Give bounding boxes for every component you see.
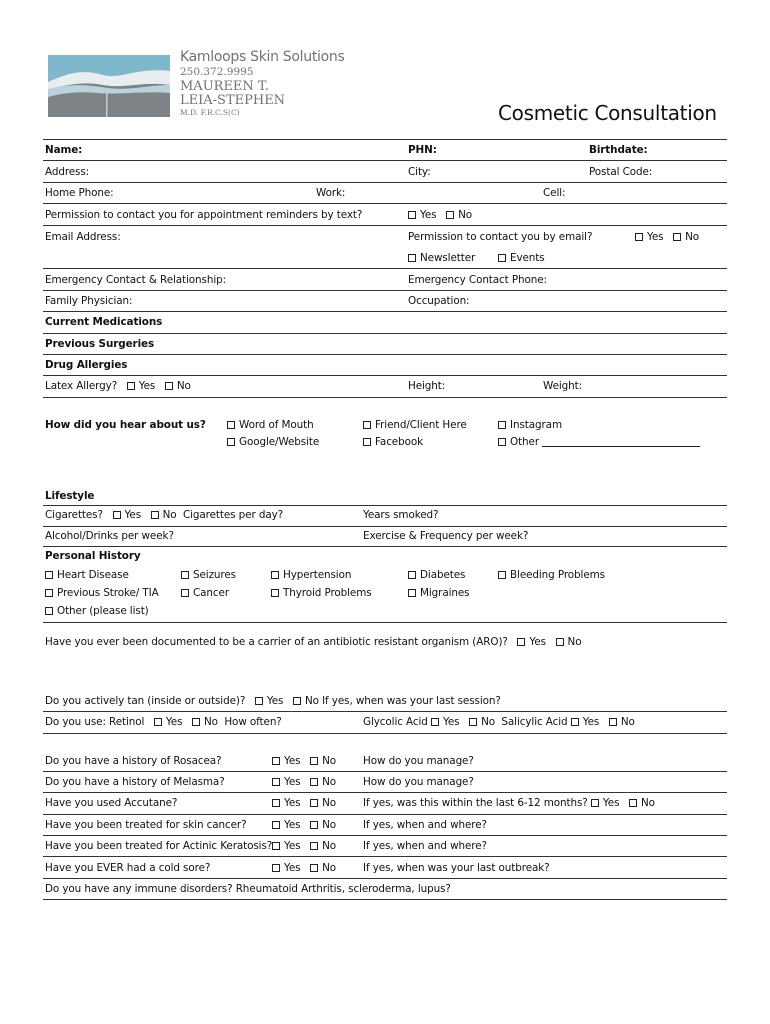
melasma-no-checkbox[interactable]: No	[310, 776, 336, 788]
salicylic-no-checkbox[interactable]: No	[609, 716, 635, 728]
accutane-yes-checkbox[interactable]: Yes	[272, 797, 300, 809]
skin-cancer-options	[272, 819, 336, 831]
accutane-question: Have you used Accutane?	[45, 797, 178, 809]
events-checkbox[interactable]: Events	[498, 252, 545, 264]
hypertension-checkbox[interactable]: Hypertension	[271, 569, 351, 581]
email-no-checkbox[interactable]: No	[673, 231, 699, 243]
melasma-yes-checkbox[interactable]: Yes	[272, 776, 300, 788]
postal-code-label[interactable]: Postal Code:	[589, 166, 653, 178]
divider	[43, 733, 727, 734]
email-address-label[interactable]: Email Address:	[45, 231, 121, 243]
latex-no-checkbox[interactable]: No	[165, 380, 191, 392]
exercise-label[interactable]: Exercise & Frequency per week?	[363, 530, 529, 542]
other-history-checkbox[interactable]: Other (please list)	[45, 605, 149, 617]
tanning-question: Do you actively tan (inside or outside)?	[45, 695, 246, 707]
cold-sore-followup-label[interactable]: If yes, when was your last outbreak?	[363, 862, 550, 874]
referral-question: How did you hear about us?	[45, 419, 206, 431]
accutane-options	[272, 797, 336, 809]
other-referral-checkbox[interactable]: Other	[498, 436, 700, 448]
salicylic-yes-checkbox[interactable]: Yes	[571, 716, 599, 728]
latex-allergy-row	[45, 380, 191, 392]
how-often-label[interactable]: How often?	[224, 716, 282, 728]
rosacea-question: Do you have a history of Rosacea?	[45, 755, 222, 767]
tanning-no-checkbox[interactable]: No	[293, 695, 319, 707]
actinic-yes-checkbox[interactable]: Yes	[272, 840, 300, 852]
emergency-phone-label[interactable]: Emergency Contact Phone:	[408, 274, 547, 286]
doctor-name	[180, 80, 285, 108]
friend-client-checkbox[interactable]: Friend/Client Here	[363, 419, 467, 431]
cold-sore-yes-checkbox[interactable]: Yes	[272, 862, 300, 874]
birthdate-label[interactable]: Birthdate:	[589, 144, 648, 156]
skin-cancer-question: Have you been treated for skin cancer?	[45, 819, 247, 831]
home-phone-label[interactable]: Home Phone:	[45, 187, 114, 199]
personal-history-heading: Personal History	[45, 550, 141, 562]
divider	[43, 856, 727, 857]
instagram-checkbox[interactable]: Instagram	[498, 419, 562, 431]
email-permission-label: Permission to contact you by email?	[408, 231, 593, 243]
diabetes-checkbox[interactable]: Diabetes	[408, 569, 465, 581]
cold-sore-no-checkbox[interactable]: No	[310, 862, 336, 874]
previous-surgeries-label[interactable]: Previous Surgeries	[45, 338, 155, 350]
rosacea-no-checkbox[interactable]: No	[310, 755, 336, 767]
doctor-credentials: M.D. F.R.C.S(C)	[180, 108, 240, 117]
divider	[43, 182, 727, 183]
divider	[43, 333, 727, 334]
divider	[43, 268, 727, 269]
divider	[43, 792, 727, 793]
glycolic-yes-checkbox[interactable]: Yes	[431, 716, 459, 728]
height-label[interactable]: Height:	[408, 380, 446, 392]
divider	[43, 139, 727, 140]
glycolic-no-checkbox[interactable]: No	[469, 716, 495, 728]
emergency-contact-label[interactable]: Emergency Contact & Relationship:	[45, 274, 227, 286]
tanning-row	[45, 695, 501, 707]
heart-disease-checkbox[interactable]: Heart Disease	[45, 569, 129, 581]
accutane-recent-no-checkbox[interactable]: No	[629, 797, 655, 809]
rosacea-yes-checkbox[interactable]: Yes	[272, 755, 300, 767]
address-label[interactable]: Address:	[45, 166, 90, 178]
accutane-no-checkbox[interactable]: No	[310, 797, 336, 809]
divider	[43, 835, 727, 836]
actinic-when-label[interactable]: If yes, when and where?	[363, 840, 487, 852]
rosacea-options	[272, 755, 336, 767]
facebook-checkbox[interactable]: Facebook	[363, 436, 423, 448]
other-referral-input[interactable]	[542, 437, 700, 447]
lifestyle-heading: Lifestyle	[45, 490, 95, 502]
divider	[43, 711, 727, 712]
divider	[43, 546, 727, 547]
accutane-followup-row	[363, 797, 655, 809]
email-yes-checkbox[interactable]: Yes	[635, 231, 663, 243]
email-permission-options	[635, 231, 699, 243]
clinic-phone: 250.372.9995	[180, 66, 254, 78]
divider	[43, 225, 727, 226]
cigarettes-row	[45, 509, 283, 521]
newsletter-checkbox[interactable]: Newsletter	[408, 252, 475, 264]
cigarettes-yes-checkbox[interactable]: Yes	[113, 509, 141, 521]
latex-yes-checkbox[interactable]: Yes	[127, 380, 155, 392]
actinic-question: Have you been treated for Actinic Keratosis?	[45, 840, 273, 852]
doctor-name-line1: MAUREEN T.	[180, 79, 269, 94]
name-label[interactable]: Name:	[45, 144, 83, 156]
acids-row	[363, 716, 635, 728]
actinic-no-checkbox[interactable]: No	[310, 840, 336, 852]
latex-allergy-label: Latex Allergy?	[45, 380, 118, 392]
text-permission-options	[408, 209, 472, 221]
text-permission-label: Permission to contact you for appointment reminders by text?	[45, 209, 363, 221]
cigarettes-per-day-label[interactable]: Cigarettes per day?	[182, 509, 284, 521]
skin-cancer-no-checkbox[interactable]: No	[310, 819, 336, 831]
divider	[43, 160, 727, 161]
divider	[43, 771, 727, 772]
retinol-no-checkbox[interactable]: No	[192, 716, 218, 728]
immune-disorders-label[interactable]: Do you have any immune disorders? Rheumatoid Arthritis, scleroderma, lupus?	[45, 883, 451, 895]
seizures-checkbox[interactable]: Seizures	[181, 569, 236, 581]
melasma-options	[272, 776, 336, 788]
stroke-tia-checkbox[interactable]: Previous Stroke/ TIA	[45, 587, 159, 599]
cancer-checkbox[interactable]: Cancer	[181, 587, 229, 599]
salicylic-label: Salicylic Acid	[501, 716, 568, 728]
years-smoked-label[interactable]: Years smoked?	[363, 509, 439, 521]
phn-label[interactable]: PHN:	[408, 144, 437, 156]
divider	[43, 814, 727, 815]
text-yes-checkbox[interactable]: Yes	[408, 209, 436, 221]
divider	[43, 622, 727, 623]
occupation-label[interactable]: Occupation:	[408, 295, 470, 307]
clinic-logo-icon	[48, 55, 170, 117]
retinol-yes-checkbox[interactable]: Yes	[154, 716, 182, 728]
migraines-checkbox[interactable]: Migraines	[408, 587, 469, 599]
accutane-recent-yes-checkbox[interactable]: Yes	[591, 797, 619, 809]
google-website-checkbox[interactable]: Google/Website	[227, 436, 319, 448]
tanning-followup[interactable]: If yes, when was your last session?	[322, 695, 501, 707]
aro-question: Have you ever been documented to be a carrier of an antibiotic resistant organism (ARO)?	[45, 636, 508, 648]
doctor-name-line2: LEIA-STEPHEN	[180, 93, 286, 108]
cold-sore-question: Have you EVER had a cold sore?	[45, 862, 211, 874]
bleeding-problems-checkbox[interactable]: Bleeding Problems	[498, 569, 605, 581]
word-of-mouth-checkbox[interactable]: Word of Mouth	[227, 419, 314, 431]
rosacea-manage-label[interactable]: How do you manage?	[363, 755, 474, 767]
accutane-followup: If yes, was this within the last 6-12 months?	[363, 797, 588, 809]
aro-row	[45, 636, 581, 648]
divider	[43, 354, 727, 355]
aro-yes-checkbox[interactable]: Yes	[517, 636, 545, 648]
family-physician-label[interactable]: Family Physician:	[45, 295, 133, 307]
cigarettes-label: Cigarettes?	[45, 509, 103, 521]
divider	[43, 505, 727, 506]
divider	[43, 899, 727, 900]
drug-allergies-label[interactable]: Drug Allergies	[45, 359, 128, 371]
divider	[43, 375, 727, 376]
alcohol-label[interactable]: Alcohol/Drinks per week?	[45, 530, 174, 542]
divider	[43, 878, 727, 879]
divider	[43, 311, 727, 312]
city-label[interactable]: City:	[408, 166, 431, 178]
divider	[43, 397, 727, 398]
retinol-question: Do you use: Retinol	[45, 716, 145, 728]
melasma-question: Do you have a history of Melasma?	[45, 776, 225, 788]
text-no-checkbox[interactable]: No	[446, 209, 472, 221]
cell-phone-label[interactable]: Cell:	[543, 187, 566, 199]
work-phone-label[interactable]: Work:	[316, 187, 346, 199]
aro-no-checkbox[interactable]: No	[556, 636, 582, 648]
tanning-yes-checkbox[interactable]: Yes	[255, 695, 283, 707]
glycolic-label: Glycolic Acid	[363, 716, 428, 728]
actinic-options	[272, 840, 336, 852]
form-title: Cosmetic Consultation	[498, 101, 717, 125]
skin-cancer-when-label[interactable]: If yes, when and where?	[363, 819, 487, 831]
divider	[43, 526, 727, 527]
skin-cancer-yes-checkbox[interactable]: Yes	[272, 819, 300, 831]
retinol-row	[45, 716, 282, 728]
divider	[43, 203, 727, 204]
cold-sore-options	[272, 862, 336, 874]
cigarettes-no-checkbox[interactable]: No	[151, 509, 177, 521]
thyroid-checkbox[interactable]: Thyroid Problems	[271, 587, 372, 599]
melasma-manage-label[interactable]: How do you manage?	[363, 776, 474, 788]
current-medications-label[interactable]: Current Medications	[45, 316, 163, 328]
divider	[43, 290, 727, 291]
clinic-name: Kamloops Skin Solutions	[180, 49, 345, 65]
weight-label[interactable]: Weight:	[543, 380, 583, 392]
